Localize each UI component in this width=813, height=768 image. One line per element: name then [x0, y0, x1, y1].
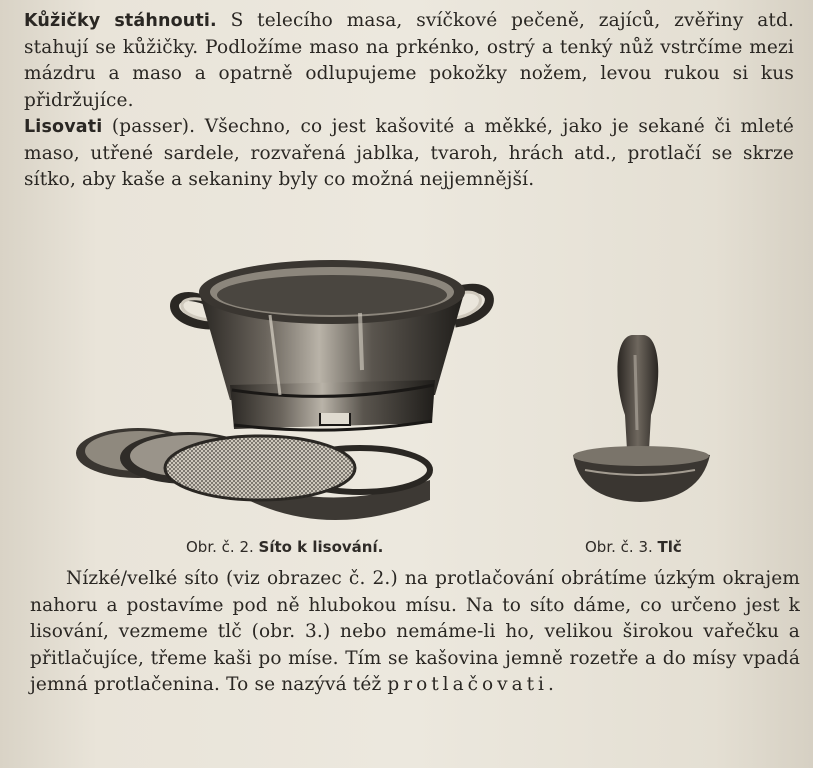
figure-3-caption	[585, 538, 682, 556]
entry-term: protlačovati.	[387, 674, 558, 695]
entry-sieve-usage	[30, 566, 800, 699]
entry-lisovati	[24, 114, 794, 194]
sieve-illustration	[70, 245, 500, 535]
entry-text: Všechno, co jest kašovité a měkké, jako je sekané či mleté maso, utřené sardele, rozvařená jablka, tvaroh, hrách atd., protlačí se skrze sítko, aby kaše a sekaniny byly co možná nejjemnější.	[24, 116, 794, 190]
caption-prefix: Obr. č. 3.	[585, 538, 653, 556]
entry-heading: Kůžičky stáhnouti.	[24, 11, 217, 31]
figure-2-caption	[186, 538, 383, 556]
caption-title: Síto k lisování.	[258, 538, 384, 556]
entry-kuzicky	[24, 8, 794, 114]
caption-prefix: Obr. č. 2.	[186, 538, 254, 556]
entry-heading: Lisovati	[24, 117, 103, 137]
entry-text: Nízké/velké síto (viz obrazec č. 2.) na protlačování obrátíme úzkým okrajem nahoru a postavíme pod ně hlubokou mísu. Na to síto dáme, co určeno jest k lisování, vezmeme tlč (obr. 3.) nebo nemáme-li ho, velikou širokou vařečku a přitlačujíce, třeme kaši po míse. Tím se kašovina jemně rozetře a do mísy vpadá jemná protlačenina. To se nazývá též	[30, 568, 800, 695]
caption-title: Tlč	[657, 538, 682, 556]
entry-text: S telecího masa, svíčkové pečeně, zajíců, zvěřiny atd. stahují se kůžičky. Podložíme maso na prkénko, ostrý a tenký nůž vstrčíme mezi mázdru a maso a opatrně odlupujeme pokožky nožem, levou rukou si kus přidržujíce.	[24, 10, 795, 111]
entry-subheading: (passer).	[111, 116, 196, 137]
pestle-illustration	[565, 330, 715, 505]
